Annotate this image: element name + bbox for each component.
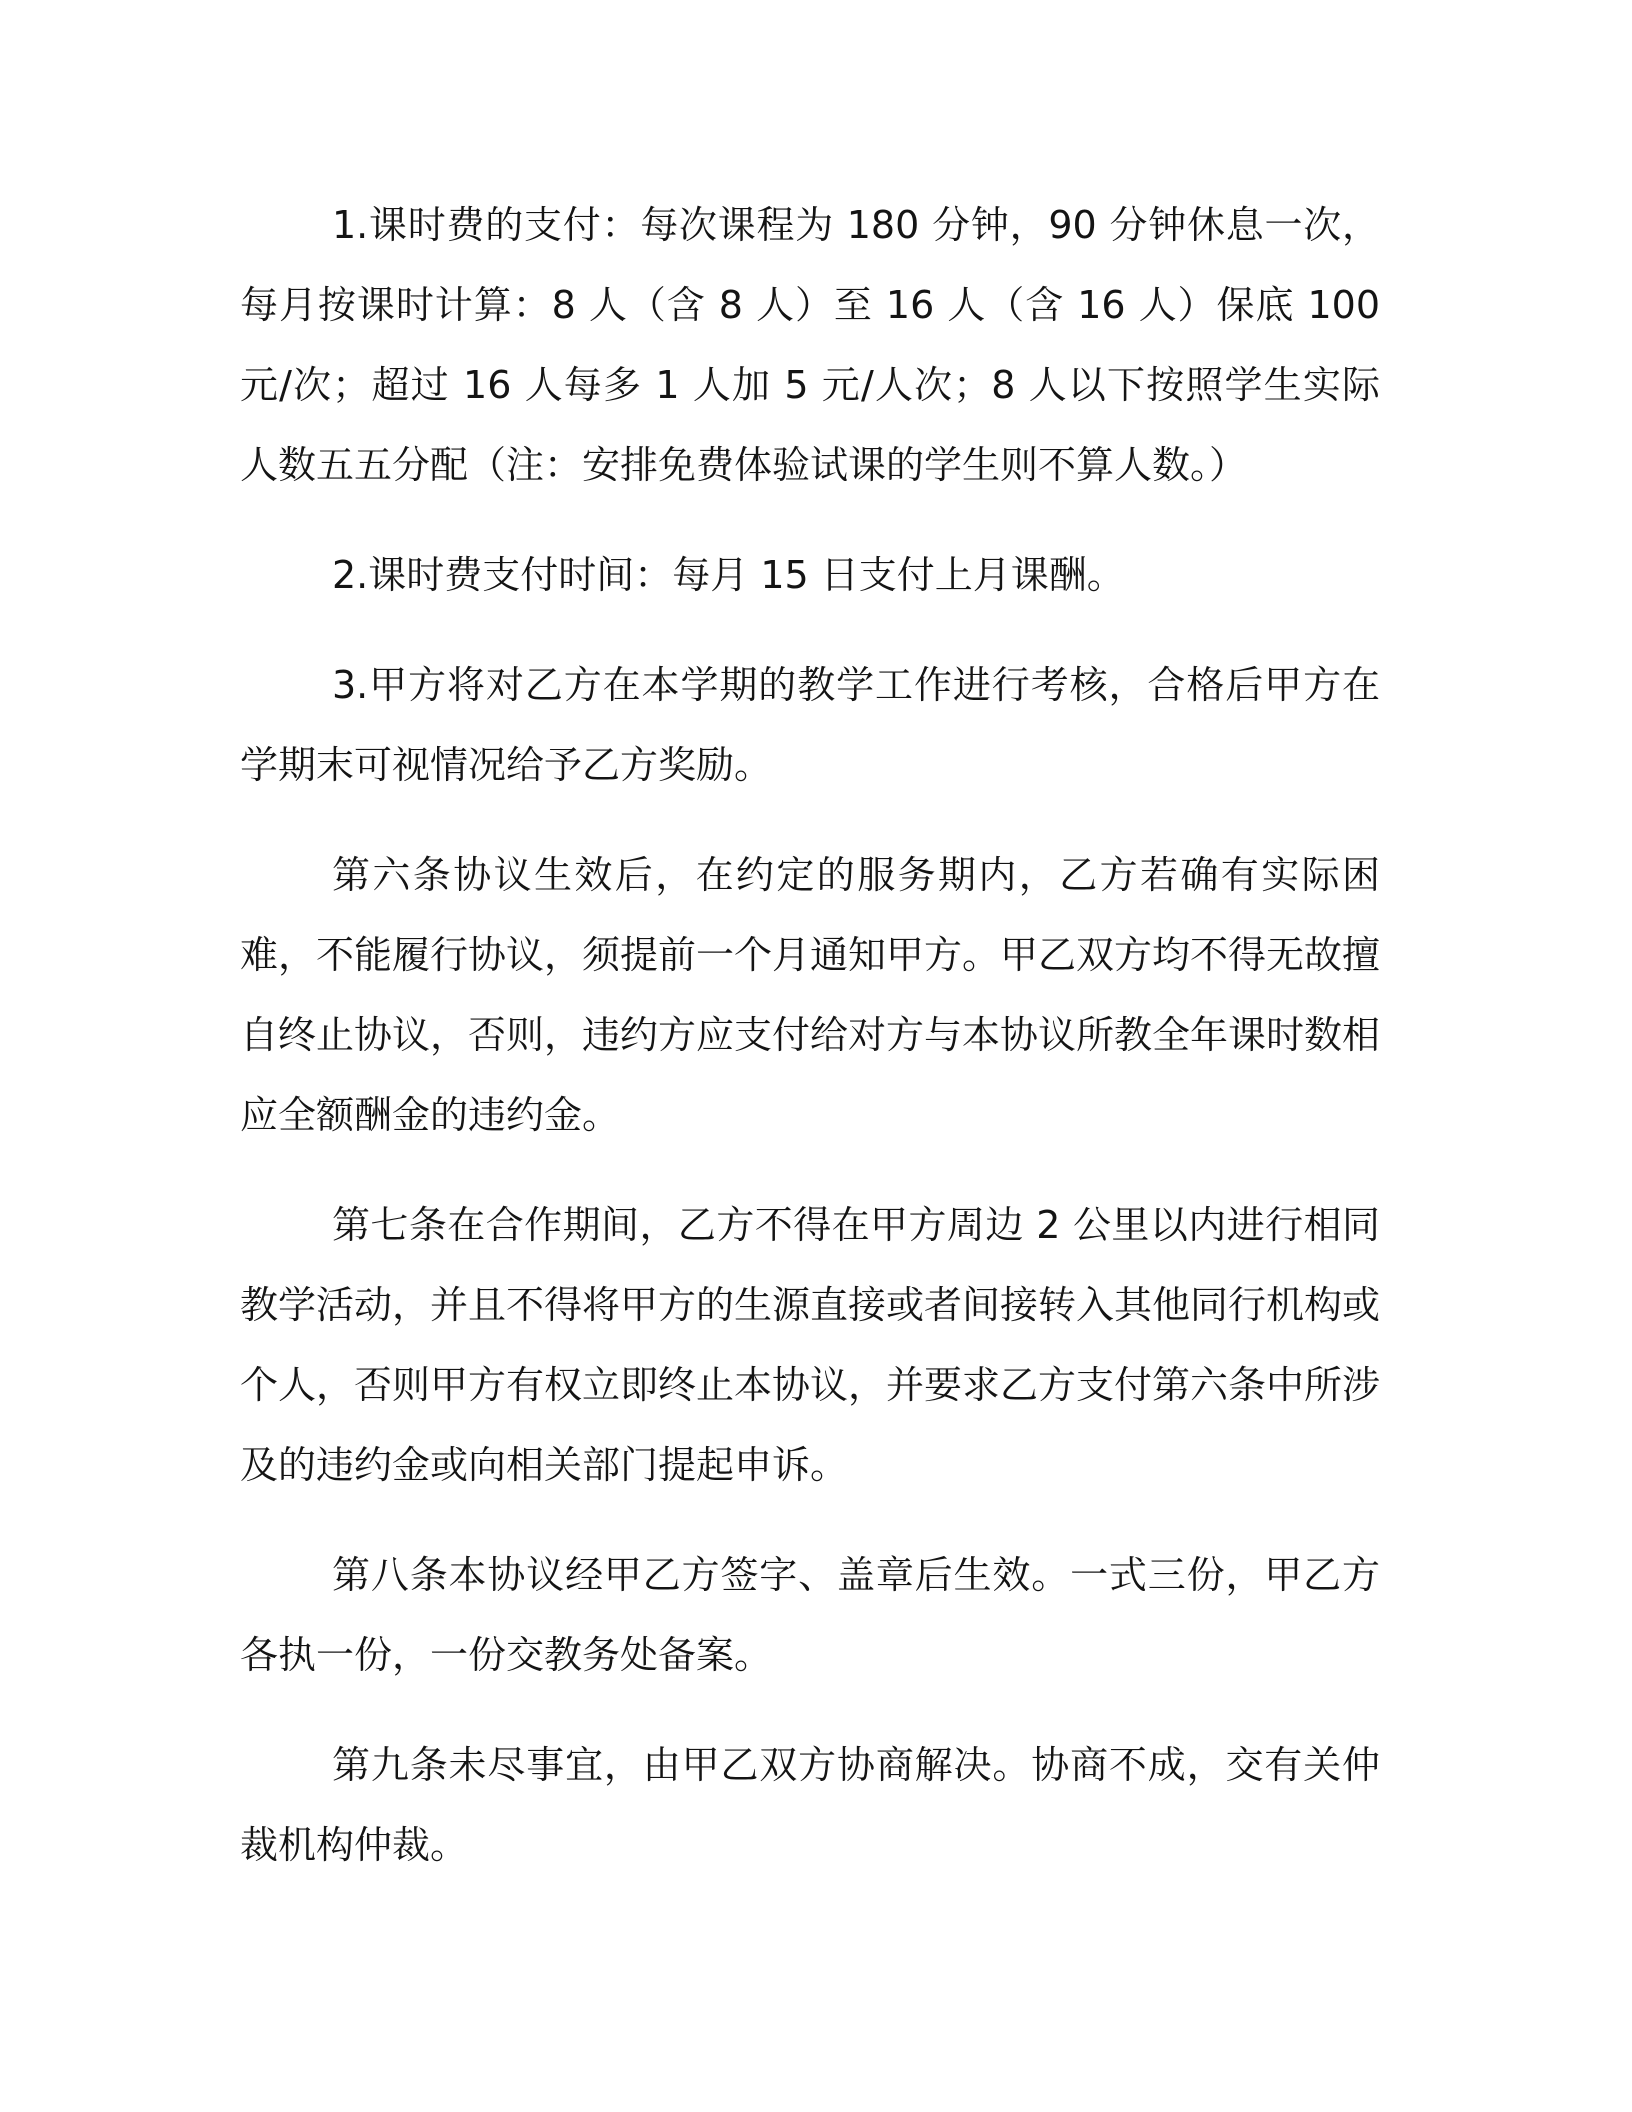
paragraph-article-6: 第六条协议生效后，在约定的服务期内，乙方若确有实际困难，不能履行协议，须提前一个月通知甲方。甲乙双方均不得无故擅自终止协议，否则，违约方应支付给对方与本协议所教全年课时数相应全额酬金的违约金。 <box>240 853 1381 1137</box>
paragraph-fee-payment: 1.课时费的支付：每次课程为 180 分钟，90 分钟休息一次，每月按课时计算：8 人（含 8 人）至 16 人（含 16 人）保底 100 元/次；超过 16 人每多 1 人加 5 元/人次；8 人以下按照学生实际人数五五分配（注：安排免费体验试课的学生则不算人数。） <box>240 203 1380 487</box>
paragraph-article-9: 第九条未尽事宜，由甲乙双方协商解决。协商不成，交有关仲裁机构仲裁。 <box>240 1743 1380 1867</box>
document-page <box>240 185 1380 1915</box>
paragraph-assessment: 3.甲方将对乙方在本学期的教学工作进行考核，合格后甲方在学期末可视情况给予乙方奖励。 <box>240 663 1380 787</box>
paragraph-payment-time: 2.课时费支付时间：每月 15 日支付上月课酬。 <box>332 553 1125 597</box>
paragraph-article-8: 第八条本协议经甲乙方签字、盖章后生效。一式三份，甲乙方各执一份，一份交教务处备案。 <box>240 1553 1380 1677</box>
paragraph-article-7: 第七条在合作期间，乙方不得在甲方周边 2 公里以内进行相同教学活动，并且不得将甲方的生源直接或者间接转入其他同行机构或个人，否则甲方有权立即终止本协议，并要求乙方支付第六条中所涉及的违约金或向相关部门提起申诉。 <box>240 1203 1381 1487</box>
